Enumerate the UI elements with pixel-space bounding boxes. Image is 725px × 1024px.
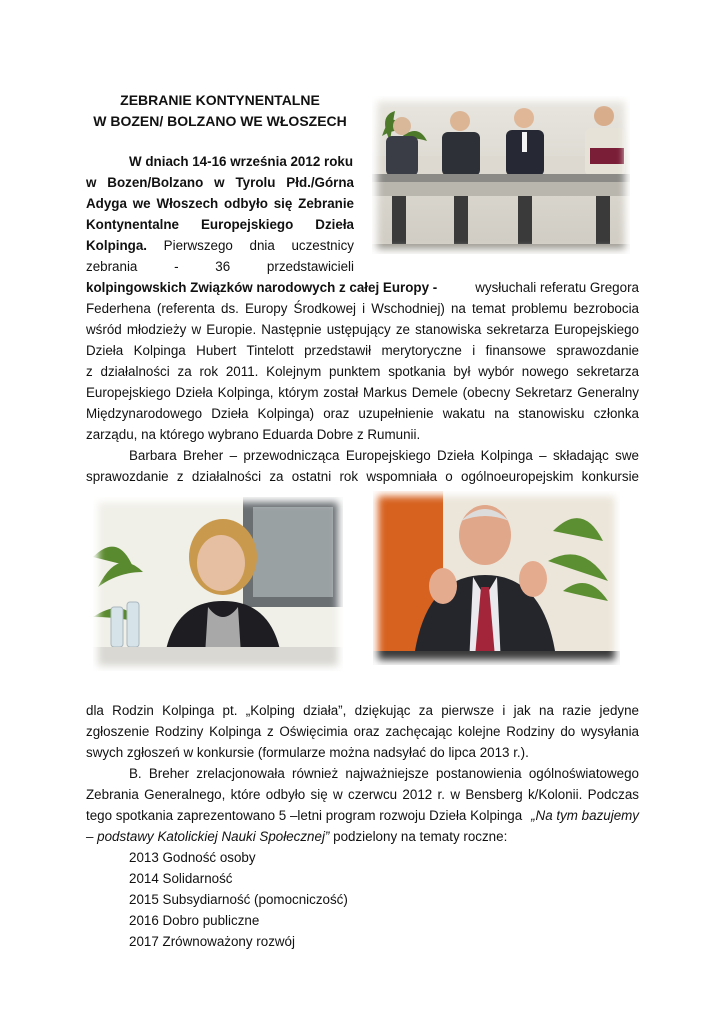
title-line-1: ZEBRANIE KONTYNENTALNE <box>120 92 320 108</box>
year-list-item: 2015 Subsydiarność (pomocniczość) <box>129 892 348 907</box>
photo-man-gesturing <box>373 491 620 665</box>
photo-conference-panel <box>372 96 630 254</box>
title-line-2: W BOZEN/ BOLZANO WE WŁOSZECH <box>93 113 347 129</box>
p1-line: zebrania - 36 przedstawicieli <box>86 259 354 274</box>
p1-line: Dzieła Kolpinga Hubert Tintelott przedstawił merytoryczne i finansowe sprawozdanie <box>86 343 639 358</box>
p2-line: dla Rodzin Kolpinga pt. „Kolping działa”, dziękując za pierwsze i jak na razie jedyne <box>86 703 639 718</box>
p1-line: W dniach 14-16 września 2012 roku <box>129 154 354 169</box>
woman-speaking-illustration <box>93 497 343 671</box>
p1-line: w Bozen/Bolzano w Tyrolu Płd./Górna <box>86 175 354 190</box>
year-list-item: 2016 Dobro publiczne <box>129 913 260 928</box>
year-list-item: 2014 Solidarność <box>129 871 233 886</box>
p1-line: Kontynentalne Europejskiego Dzieła <box>86 217 354 232</box>
p1-line: Federhena (referenta ds. Europy Środkowej i Wschodniej) na temat problemu bezrobocia <box>86 301 639 316</box>
p2-line: sprawozdanie z działalności za ostatni rok wspomniała o ogólnoeuropejskim konkursie <box>86 469 639 484</box>
p1-line: kolpingowskich Związków narodowych z całej Europy - wysłuchali referatu Gregora <box>86 280 639 295</box>
p3-line: Zebrania Generalnego, które odbyło się w czerwcu 2012 r. w Bensberg k/Kolonii. Podczas <box>86 787 639 802</box>
article-title <box>86 90 354 132</box>
conference-panel-illustration <box>372 96 630 254</box>
photo-woman-speaking <box>93 497 343 671</box>
year-list-item: 2013 Godność osoby <box>129 850 256 865</box>
p3-line: – podstawy Katolickiej Nauki Społecznej” podzielony na tematy roczne: <box>86 829 508 844</box>
p1-line: Międzynarodowego Dzieła Kolpinga) oraz uzupełnienie wakatu na stanowisku członka <box>86 406 639 421</box>
p1-line: Kolpinga. Pierwszego dnia uczestnicy <box>86 238 354 253</box>
p1-line: zarządu, na którego wybrano Eduarda Dobre z Rumunii. <box>86 427 421 442</box>
p3-line: B. Breher zrelacjonowała również najważniejsze postanowienia ogólnoświatowego <box>129 766 639 781</box>
year-list-item: 2017 Zrównoważony rozwój <box>129 934 295 949</box>
p1-line: Adyga we Włoszech odbyło się Zebranie <box>86 196 354 211</box>
p1-line: z działalności za rok 2011. Kolejnym punktem spotkania był wybór nowego sekretarza <box>86 364 639 379</box>
p3-line: tego spotkania zaprezentowano 5 –letni program rozwoju Dzieła Kolpinga „Na tym bazujemy <box>86 808 639 823</box>
p2-line: zgłoszenie Rodziny Kolpinga z Oświęcimia oraz zachęcając kolejne Rodziny do wysyłania <box>86 724 639 739</box>
p1-line: wśród młodzieży w Europie. Następnie ustępujący ze stanowiska sekretarza Europejskiego <box>86 322 639 337</box>
p2-line: swych zgłoszeń w konkursie (formularze można nadsyłać do lipca 2013 r.). <box>86 745 529 760</box>
p2-line: Barbara Breher – przewodnicząca Europejskiego Dzieła Kolpinga – składając swe <box>129 448 639 463</box>
man-gesturing-illustration <box>373 491 620 665</box>
p1-line: Europejskiego Dzieła Kolpinga, którym został Markus Demele (obecny Sekretarz Generalny <box>86 385 639 400</box>
